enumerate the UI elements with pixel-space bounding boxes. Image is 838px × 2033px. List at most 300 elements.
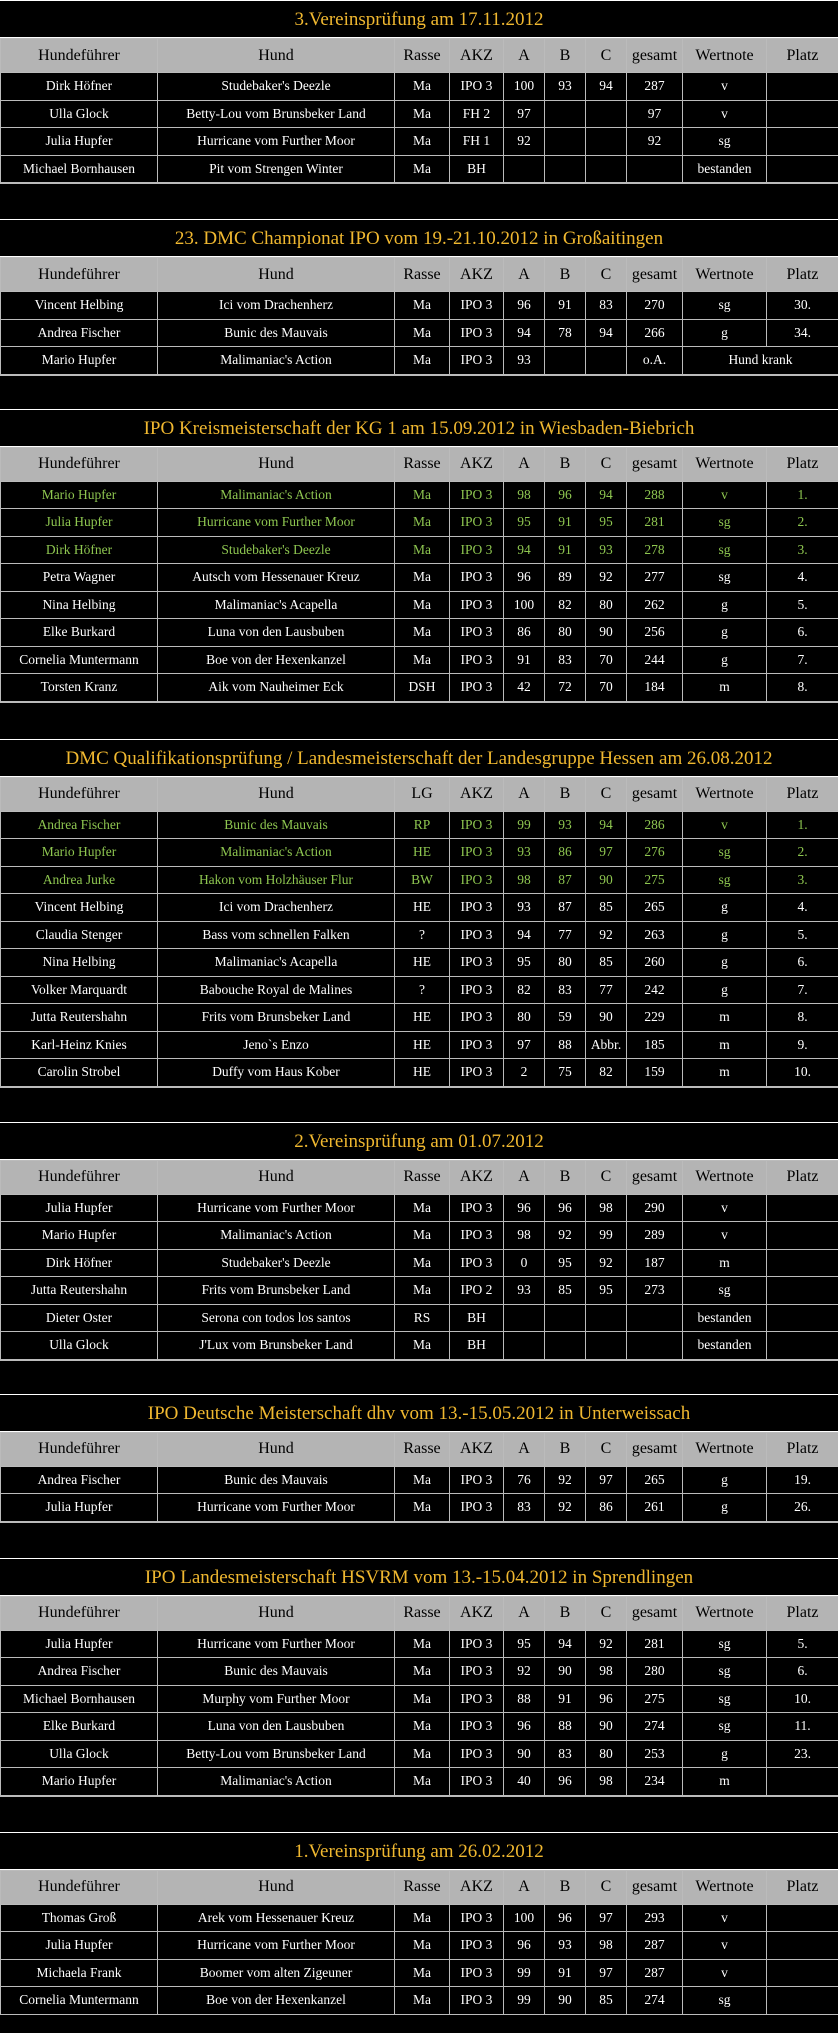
table-cell: 96 [504, 564, 545, 592]
table-row [1, 1658, 838, 1686]
table-cell: 234 [627, 1768, 683, 1796]
table-cell: Ici vom Drachenherz [158, 292, 395, 320]
table-cell: 90 [586, 619, 627, 647]
table-cell: sg [683, 839, 767, 867]
table-cell: Elke Burkard [1, 1713, 158, 1741]
table-row [1, 1932, 838, 1960]
table-cell: IPO 3 [450, 73, 504, 101]
table-cell: 98 [504, 481, 545, 509]
table-cell: 94 [586, 73, 627, 101]
table-cell: 92 [586, 564, 627, 592]
table-row [1, 73, 838, 101]
column-header: gesamt [627, 777, 683, 811]
table-cell: Murphy vom Further Moor [158, 1685, 395, 1713]
table-cell: 97 [586, 1959, 627, 1987]
table-cell: bestanden [683, 1332, 767, 1360]
table-cell: 42 [504, 674, 545, 702]
table-cell: 34. [767, 319, 838, 347]
table-cell: IPO 3 [450, 1658, 504, 1686]
table-header-row [1, 777, 838, 811]
table-cell: 82 [504, 976, 545, 1004]
table-cell: Ma [395, 1249, 450, 1277]
table-row [1, 1740, 838, 1768]
section-title: IPO Deutsche Meisterschaft dhv vom 13.-15.05.2012 in Unterweissach [0, 1394, 838, 1432]
column-header: B [545, 777, 586, 811]
results-section [0, 0, 838, 219]
table-cell: 3. [767, 536, 838, 564]
table-cell: 83 [586, 292, 627, 320]
table-cell: Aik vom Nauheimer Eck [158, 674, 395, 702]
column-header: A [504, 777, 545, 811]
table-cell: Malimaniac's Acapella [158, 949, 395, 977]
table-cell: Cornelia Muntermann [1, 1987, 158, 2015]
table-cell: Babouche Royal de Malines [158, 976, 395, 1004]
column-header: B [545, 1870, 586, 1904]
table-cell: 288 [627, 481, 683, 509]
table-cell: 92 [627, 128, 683, 156]
section-spacer [0, 1522, 838, 1558]
table-header-row [1, 1432, 838, 1466]
table-cell: g [683, 949, 767, 977]
table-cell: IPO 3 [450, 1004, 504, 1032]
table-cell: Malimaniac's Action [158, 1768, 395, 1796]
table-cell: Ma [395, 591, 450, 619]
table-cell: 281 [627, 1630, 683, 1658]
table-cell: Ma [395, 319, 450, 347]
table-cell: IPO 3 [450, 1249, 504, 1277]
table-cell: 95 [504, 509, 545, 537]
table-cell: g [683, 1466, 767, 1494]
table-cell: sg [683, 866, 767, 894]
table-cell: Arek vom Hessenauer Kreuz [158, 1904, 395, 1932]
table-cell: Michael Bornhausen [1, 1685, 158, 1713]
table-cell: 96 [586, 1685, 627, 1713]
table-cell: 78 [545, 319, 586, 347]
table-cell: Duffy vom Haus Kober [158, 1059, 395, 1087]
table-cell: Ma [395, 1277, 450, 1305]
table-cell: 94 [504, 536, 545, 564]
table-cell: 88 [545, 1031, 586, 1059]
table-row [1, 509, 838, 537]
table-cell: Dirk Höfner [1, 73, 158, 101]
table-cell: v [683, 481, 767, 509]
table-cell [767, 1249, 838, 1277]
table-cell: 98 [586, 1194, 627, 1222]
table-cell: 91 [545, 509, 586, 537]
table-row [1, 128, 838, 156]
column-header: Platz [767, 1432, 838, 1466]
table-cell: IPO 3 [450, 536, 504, 564]
table-cell: 92 [504, 1658, 545, 1686]
table-cell: 94 [586, 811, 627, 839]
table-cell: Pit vom Strengen Winter [158, 155, 395, 183]
table-cell: 280 [627, 1658, 683, 1686]
table-cell: 83 [545, 1740, 586, 1768]
column-header: Hund [158, 1596, 395, 1630]
table-cell: Mario Hupfer [1, 347, 158, 375]
table-cell: 97 [504, 1031, 545, 1059]
table-cell: Mario Hupfer [1, 839, 158, 867]
table-cell: 6. [767, 619, 838, 647]
table-cell: 97 [504, 100, 545, 128]
column-header: C [586, 258, 627, 292]
table-cell: Hund krank [683, 347, 838, 375]
table-cell: Ma [395, 481, 450, 509]
table-cell: Elke Burkard [1, 619, 158, 647]
table-cell: 82 [586, 1059, 627, 1087]
table-cell: m [683, 1249, 767, 1277]
table-cell: 93 [504, 1277, 545, 1305]
table-row [1, 949, 838, 977]
table-cell: sg [683, 128, 767, 156]
table-cell: 293 [627, 1904, 683, 1932]
table-cell: Dieter Oster [1, 1304, 158, 1332]
table-cell: 85 [586, 1987, 627, 2015]
table-cell: 5. [767, 921, 838, 949]
table-row [1, 100, 838, 128]
table-cell: Hurricane vom Further Moor [158, 128, 395, 156]
column-header: AKZ [450, 39, 504, 73]
table-cell: IPO 3 [450, 1059, 504, 1087]
table-cell: 83 [504, 1494, 545, 1522]
column-header: LG [395, 777, 450, 811]
table-cell: Torsten Kranz [1, 674, 158, 702]
table-cell [767, 155, 838, 183]
table-cell: 5. [767, 1630, 838, 1658]
table-row [1, 1194, 838, 1222]
table-cell: 92 [586, 1630, 627, 1658]
table-cell: 90 [586, 1004, 627, 1032]
table-cell: IPO 3 [450, 1959, 504, 1987]
column-header: gesamt [627, 1432, 683, 1466]
table-cell: 93 [504, 894, 545, 922]
column-header: Hund [158, 39, 395, 73]
section-spacer [0, 1087, 838, 1122]
table-cell: Ma [395, 646, 450, 674]
table-cell: m [683, 1059, 767, 1087]
column-header: A [504, 39, 545, 73]
column-header: Hund [158, 777, 395, 811]
table-cell [545, 128, 586, 156]
table-cell: 89 [545, 564, 586, 592]
table-cell: bestanden [683, 155, 767, 183]
table-cell: 72 [545, 674, 586, 702]
table-cell: 70 [586, 674, 627, 702]
table-cell: Nina Helbing [1, 949, 158, 977]
table-cell: 96 [504, 1194, 545, 1222]
table-cell: Mario Hupfer [1, 1222, 158, 1250]
table-cell: Vincent Helbing [1, 894, 158, 922]
table-cell: 94 [545, 1630, 586, 1658]
table-cell: 90 [586, 1713, 627, 1741]
table-cell: 2. [767, 839, 838, 867]
table-cell [767, 1194, 838, 1222]
column-header: C [586, 1160, 627, 1194]
column-header: Platz [767, 258, 838, 292]
table-cell: Malimaniac's Action [158, 1222, 395, 1250]
table-cell: Boomer vom alten Zigeuner [158, 1959, 395, 1987]
table-row [1, 674, 838, 702]
table-cell: Vincent Helbing [1, 292, 158, 320]
table-cell: 95 [545, 1249, 586, 1277]
column-header: Wertnote [683, 1160, 767, 1194]
table-cell [545, 347, 586, 375]
column-header: gesamt [627, 447, 683, 481]
table-cell: 274 [627, 1713, 683, 1741]
table-cell [767, 73, 838, 101]
table-cell: 98 [504, 1222, 545, 1250]
table-cell: Mario Hupfer [1, 481, 158, 509]
table-cell: FH 1 [450, 128, 504, 156]
table-cell: Ma [395, 347, 450, 375]
table-cell: Betty-Lou vom Brunsbeker Land [158, 100, 395, 128]
table-cell: Julia Hupfer [1, 1932, 158, 1960]
table-cell: Claudia Stenger [1, 921, 158, 949]
table-row [1, 976, 838, 1004]
table-cell: 2 [504, 1059, 545, 1087]
table-cell: 91 [545, 536, 586, 564]
table-row [1, 811, 838, 839]
table-cell: v [683, 1959, 767, 1987]
table-cell: IPO 3 [450, 1685, 504, 1713]
table-cell: Ma [395, 73, 450, 101]
table-cell [545, 1304, 586, 1332]
table-cell: 85 [586, 894, 627, 922]
column-header: Hundeführer [1, 1432, 158, 1466]
table-cell: Ma [395, 536, 450, 564]
table-cell: 260 [627, 949, 683, 977]
table-cell: Julia Hupfer [1, 128, 158, 156]
table-cell: 100 [504, 591, 545, 619]
table-header-row [1, 1596, 838, 1630]
table-row [1, 1277, 838, 1305]
section-title: 1.Vereinsprüfung am 26.02.2012 [0, 1832, 838, 1870]
results-section [0, 1558, 838, 1832]
column-header: B [545, 447, 586, 481]
table-cell: 276 [627, 839, 683, 867]
table-cell: 96 [545, 1904, 586, 1932]
table-cell: 287 [627, 1932, 683, 1960]
table-cell: 96 [504, 1932, 545, 1960]
table-header-row [1, 39, 838, 73]
table-cell: 92 [545, 1222, 586, 1250]
column-header: C [586, 1596, 627, 1630]
table-cell: sg [683, 1277, 767, 1305]
table-cell: sg [683, 1987, 767, 2015]
table-cell: 76 [504, 1466, 545, 1494]
table-cell: 99 [586, 1222, 627, 1250]
table-cell: IPO 3 [450, 1987, 504, 2015]
table-cell: 83 [545, 646, 586, 674]
column-header: Platz [767, 777, 838, 811]
table-cell: 275 [627, 1685, 683, 1713]
table-cell: g [683, 591, 767, 619]
column-header: Wertnote [683, 777, 767, 811]
table-cell [586, 347, 627, 375]
results-section [0, 1394, 838, 1558]
table-cell [767, 1904, 838, 1932]
table-cell: J'Lux vom Brunsbeker Land [158, 1332, 395, 1360]
column-header: C [586, 777, 627, 811]
section-title: 2.Vereinsprüfung am 01.07.2012 [0, 1122, 838, 1160]
results-table [0, 1596, 838, 1796]
table-cell: 92 [545, 1466, 586, 1494]
table-cell: 265 [627, 1466, 683, 1494]
table-cell [504, 1332, 545, 1360]
table-cell: IPO 3 [450, 674, 504, 702]
table-cell: Ulla Glock [1, 1740, 158, 1768]
table-cell: 289 [627, 1222, 683, 1250]
column-header: Wertnote [683, 1432, 767, 1466]
table-cell: ? [395, 976, 450, 1004]
column-header: C [586, 447, 627, 481]
table-cell: 91 [545, 1959, 586, 1987]
table-cell: Studebaker's Deezle [158, 536, 395, 564]
section-spacer [0, 375, 838, 409]
table-cell: Carolin Strobel [1, 1059, 158, 1087]
table-cell: 80 [545, 949, 586, 977]
table-cell: Ma [395, 1332, 450, 1360]
table-cell: 97 [586, 839, 627, 867]
table-cell: BH [450, 155, 504, 183]
table-cell: 70 [586, 646, 627, 674]
table-cell: Michaela Frank [1, 1959, 158, 1987]
table-cell: IPO 3 [450, 1494, 504, 1522]
column-header: Hund [158, 1160, 395, 1194]
table-cell: Frits vom Brunsbeker Land [158, 1277, 395, 1305]
table-cell: 91 [504, 646, 545, 674]
table-cell: 86 [504, 619, 545, 647]
table-cell: Studebaker's Deezle [158, 73, 395, 101]
table-cell: Frits vom Brunsbeker Land [158, 1004, 395, 1032]
results-section [0, 409, 838, 739]
table-cell: 98 [586, 1768, 627, 1796]
column-header: Rasse [395, 1432, 450, 1466]
table-header-row [1, 1870, 838, 1904]
table-cell [767, 1959, 838, 1987]
table-cell: 88 [545, 1713, 586, 1741]
table-cell: 98 [586, 1658, 627, 1686]
table-cell: Thomas Groß [1, 1904, 158, 1932]
table-cell: Malimaniac's Action [158, 347, 395, 375]
table-cell: IPO 3 [450, 347, 504, 375]
table-cell: 98 [504, 866, 545, 894]
table-cell: bestanden [683, 1304, 767, 1332]
column-header: gesamt [627, 1596, 683, 1630]
table-cell: Ma [395, 1768, 450, 1796]
table-cell: Bunic des Mauvais [158, 811, 395, 839]
table-cell: IPO 3 [450, 1768, 504, 1796]
table-cell [586, 155, 627, 183]
table-header-row [1, 258, 838, 292]
table-cell: 96 [545, 1768, 586, 1796]
table-cell: 93 [545, 73, 586, 101]
table-cell: HE [395, 1031, 450, 1059]
table-row [1, 1466, 838, 1494]
table-row [1, 1222, 838, 1250]
table-cell: 85 [545, 1277, 586, 1305]
table-cell: BH [450, 1332, 504, 1360]
table-cell: Ma [395, 1932, 450, 1960]
table-cell: Dirk Höfner [1, 536, 158, 564]
table-cell: Ma [395, 1194, 450, 1222]
table-cell: sg [683, 292, 767, 320]
table-cell: Hakon vom Holzhäuser Flur [158, 866, 395, 894]
table-cell: 90 [504, 1740, 545, 1768]
table-cell: Ma [395, 1904, 450, 1932]
table-cell: 286 [627, 811, 683, 839]
table-cell: 95 [504, 1630, 545, 1658]
table-cell [627, 1332, 683, 1360]
table-cell: Ma [395, 1222, 450, 1250]
table-row [1, 564, 838, 592]
table-row [1, 1630, 838, 1658]
table-row [1, 1304, 838, 1332]
column-header: Wertnote [683, 1870, 767, 1904]
table-cell: IPO 3 [450, 1740, 504, 1768]
table-cell: Cornelia Muntermann [1, 646, 158, 674]
table-cell: 99 [504, 1959, 545, 1987]
table-row [1, 1031, 838, 1059]
table-cell: Studebaker's Deezle [158, 1249, 395, 1277]
table-cell: Bass vom schnellen Falken [158, 921, 395, 949]
section-title: 3.Vereinsprüfung am 17.11.2012 [0, 0, 838, 38]
table-cell: Dirk Höfner [1, 1249, 158, 1277]
table-cell: 229 [627, 1004, 683, 1032]
table-cell: 82 [545, 591, 586, 619]
column-header: Hund [158, 1870, 395, 1904]
table-cell: sg [683, 536, 767, 564]
table-cell: 93 [545, 811, 586, 839]
table-cell: 96 [545, 1194, 586, 1222]
table-cell: Andrea Fischer [1, 811, 158, 839]
table-cell: IPO 3 [450, 976, 504, 1004]
table-cell: HE [395, 894, 450, 922]
table-cell: IPO 3 [450, 481, 504, 509]
table-cell: Ma [395, 1987, 450, 2015]
table-cell: 266 [627, 319, 683, 347]
column-header: B [545, 1160, 586, 1194]
table-cell: Hurricane vom Further Moor [158, 1630, 395, 1658]
table-row [1, 1249, 838, 1277]
table-cell: 4. [767, 564, 838, 592]
table-cell: Hurricane vom Further Moor [158, 1194, 395, 1222]
column-header: Wertnote [683, 258, 767, 292]
table-cell: 92 [504, 128, 545, 156]
table-cell: g [683, 921, 767, 949]
table-cell: 7. [767, 976, 838, 1004]
table-cell: 0 [504, 1249, 545, 1277]
column-header: AKZ [450, 1596, 504, 1630]
column-header: C [586, 1432, 627, 1466]
results-table [0, 777, 838, 1087]
table-header-row [1, 447, 838, 481]
table-cell: 7. [767, 646, 838, 674]
table-cell: m [683, 1768, 767, 1796]
table-row [1, 536, 838, 564]
table-cell: 95 [504, 949, 545, 977]
column-header: Wertnote [683, 447, 767, 481]
table-cell: 91 [545, 292, 586, 320]
table-row [1, 1987, 838, 2015]
table-cell: 94 [504, 921, 545, 949]
column-header: Platz [767, 447, 838, 481]
section-spacer [0, 702, 838, 739]
table-cell: 91 [545, 1685, 586, 1713]
table-cell: Andrea Fischer [1, 1466, 158, 1494]
results-table [0, 1160, 838, 1360]
table-cell: 96 [545, 481, 586, 509]
